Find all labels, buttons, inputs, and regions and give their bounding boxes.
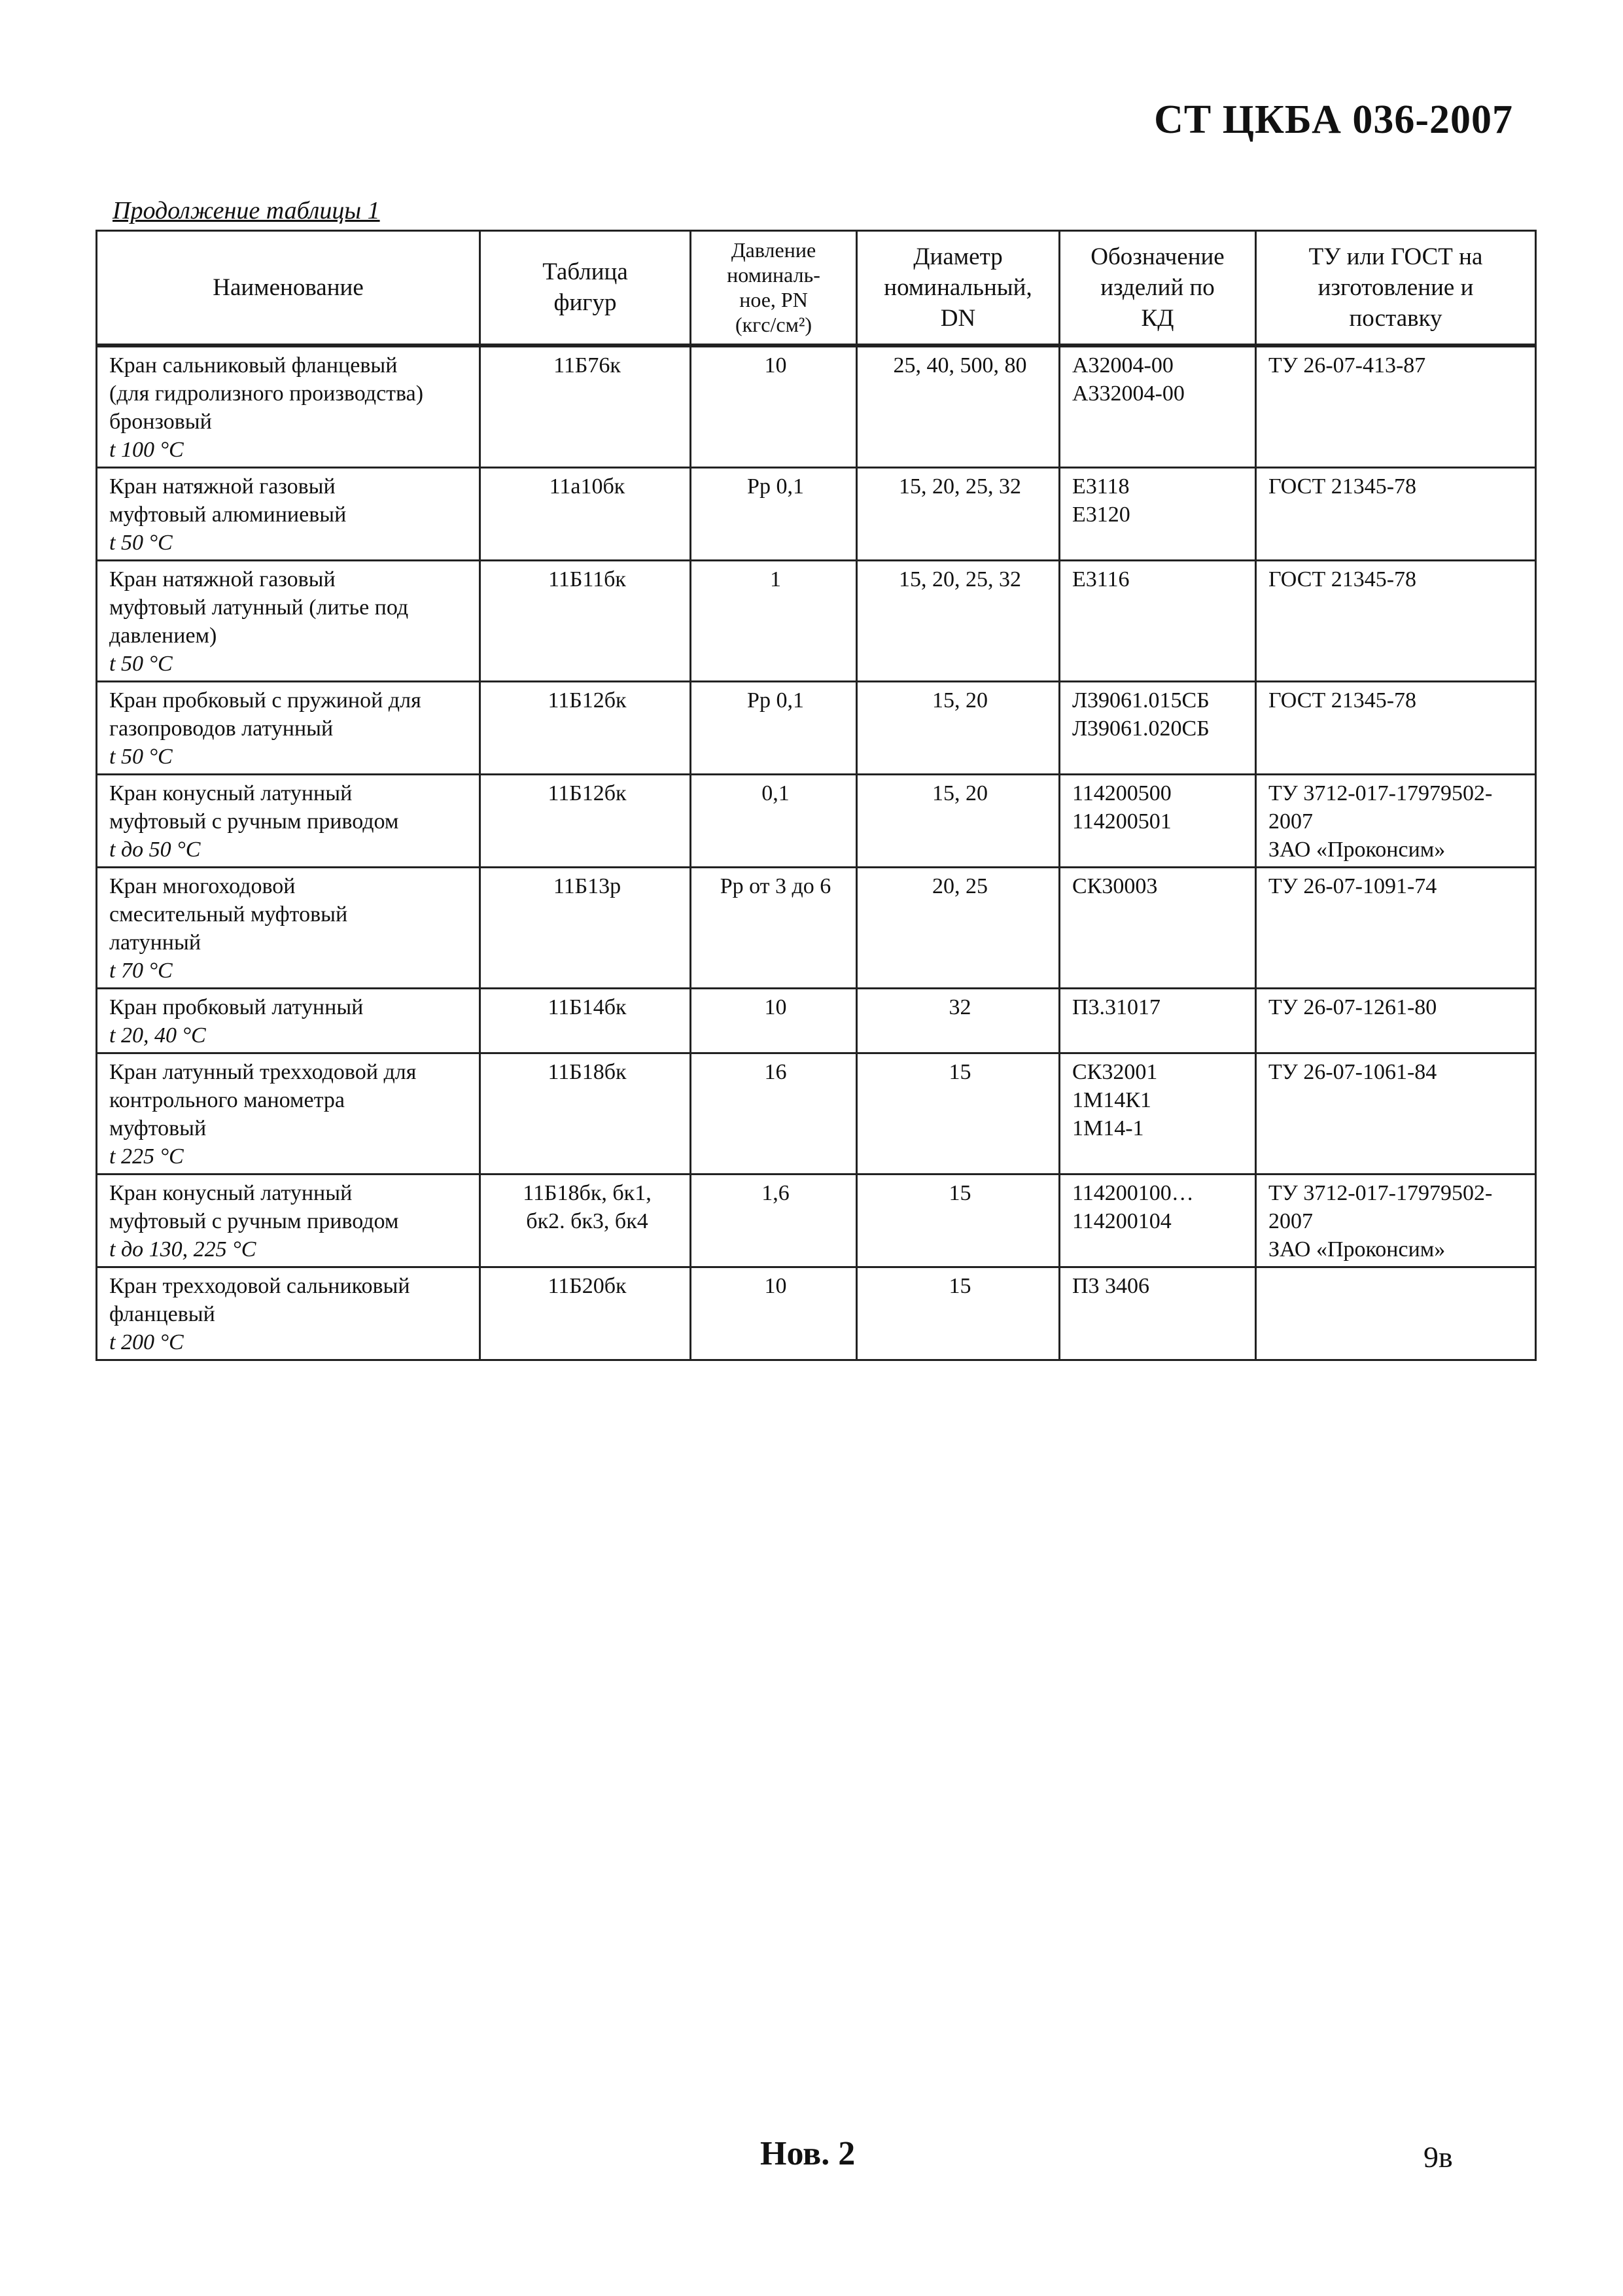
table-row xyxy=(97,1267,1536,1360)
cell-pressure xyxy=(691,345,857,468)
diameter-value: 15 xyxy=(949,1180,971,1205)
name-line: Кран конусный латунный xyxy=(109,781,353,805)
cell-tu-gost xyxy=(1256,560,1536,681)
figure-line: 11Б13р xyxy=(553,874,621,898)
cell-tu-gost xyxy=(1256,345,1536,468)
tu-line: ТУ 26-07-413-87 xyxy=(1268,353,1426,378)
name-line: муфтовый с ручным приводом xyxy=(109,809,399,834)
cell-pressure xyxy=(691,560,857,681)
table-row xyxy=(97,345,1536,468)
cell-figure xyxy=(480,1174,691,1267)
tu-line: ТУ 26-07-1261-80 xyxy=(1268,995,1437,1019)
diameter-value: 15, 20, 25, 32 xyxy=(899,474,1021,499)
cell-designation xyxy=(1060,867,1256,988)
cell-pressure xyxy=(691,681,857,774)
diameter-value: 15, 20 xyxy=(932,781,988,805)
cell-diameter xyxy=(857,988,1060,1053)
header-line: изделий по xyxy=(1100,274,1215,301)
cell-diameter xyxy=(857,681,1060,774)
cell-name xyxy=(97,774,480,867)
designation-line: А32004-00 xyxy=(1072,353,1174,378)
cell-name xyxy=(97,1267,480,1360)
name-line: Кран натяжной газовый xyxy=(109,567,336,592)
temperature-label: t 200 °C xyxy=(109,1330,184,1354)
temperature-label: t до 130, 225 °C xyxy=(109,1237,256,1262)
tu-line: 2007 xyxy=(1268,1209,1313,1233)
table-row xyxy=(97,681,1536,774)
designation-line: А332004-00 xyxy=(1072,381,1185,406)
cell-tu-gost xyxy=(1256,681,1536,774)
cell-designation xyxy=(1060,560,1256,681)
name-line: Кран многоходовой xyxy=(109,874,296,898)
cell-diameter xyxy=(857,1267,1060,1360)
diameter-value: 15, 20 xyxy=(932,688,988,713)
cell-figure xyxy=(480,1267,691,1360)
cell-name xyxy=(97,681,480,774)
cell-designation xyxy=(1060,681,1256,774)
header-line: номинальный, xyxy=(884,274,1032,301)
header-tu-gost xyxy=(1256,231,1536,345)
cell-figure xyxy=(480,681,691,774)
table-row xyxy=(97,467,1536,560)
figure-line: 11Б76к xyxy=(553,353,621,378)
page-footer xyxy=(0,2134,1623,2187)
name-line: муфтовый xyxy=(109,1116,207,1140)
pressure-value: 10 xyxy=(764,995,787,1019)
pressure-value: 1 xyxy=(770,567,781,592)
cell-diameter xyxy=(857,467,1060,560)
table-row xyxy=(97,1174,1536,1267)
cell-pressure xyxy=(691,774,857,867)
cell-tu-gost xyxy=(1256,467,1536,560)
cell-name xyxy=(97,345,480,468)
header-pressure xyxy=(691,231,857,345)
header-line: изготовление и xyxy=(1318,274,1474,301)
cell-diameter xyxy=(857,1053,1060,1174)
name-line: Кран латунный трехходовой для xyxy=(109,1059,417,1084)
cell-tu-gost xyxy=(1256,988,1536,1053)
figure-line: 11Б20бк xyxy=(548,1273,627,1298)
cell-diameter xyxy=(857,560,1060,681)
cell-name xyxy=(97,988,480,1053)
designation-line: П3 3406 xyxy=(1072,1273,1150,1298)
tu-line: ГОСТ 21345-78 xyxy=(1268,567,1417,592)
pressure-value: 10 xyxy=(764,1273,787,1298)
cell-figure xyxy=(480,467,691,560)
designation-line: Е3120 xyxy=(1072,502,1130,527)
designation-line: 1М14-1 xyxy=(1072,1116,1144,1140)
designation-line: 1М14К1 xyxy=(1072,1087,1151,1112)
pressure-value: 16 xyxy=(764,1059,787,1084)
tu-line: ГОСТ 21345-78 xyxy=(1268,474,1417,499)
tu-line: 2007 xyxy=(1268,809,1313,834)
cell-figure xyxy=(480,988,691,1053)
name-line: муфтовый латунный (литье под xyxy=(109,595,409,620)
diameter-value: 15 xyxy=(949,1059,971,1084)
pressure-value: Рр 0,1 xyxy=(747,688,804,713)
name-line: Кран сальниковый фланцевый xyxy=(109,353,398,378)
cell-pressure xyxy=(691,467,857,560)
designation-line: Л39061.015СБ xyxy=(1072,688,1210,713)
header-name: Наименование xyxy=(97,231,480,345)
table-header-row xyxy=(97,231,1536,345)
header-line: (кгс/см²) xyxy=(735,313,812,337)
header-line: ное, PN xyxy=(739,288,808,312)
temperature-label: t до 50 °C xyxy=(109,837,201,862)
name-line: латунный xyxy=(109,930,201,955)
name-line: Кран трехходовой сальниковый xyxy=(109,1273,410,1298)
cell-figure xyxy=(480,345,691,468)
cell-designation xyxy=(1060,467,1256,560)
header-designation xyxy=(1060,231,1256,345)
tu-line: ЗАО «Проконсим» xyxy=(1268,837,1446,862)
name-line: (для гидролизного производства) xyxy=(109,381,424,406)
cell-figure xyxy=(480,1053,691,1174)
name-line: Кран пробковый латунный xyxy=(109,995,364,1019)
cell-name xyxy=(97,1053,480,1174)
cell-pressure xyxy=(691,1053,857,1174)
name-line: фланцевый xyxy=(109,1301,215,1326)
tu-line: ТУ 3712-017-17979502- xyxy=(1268,1180,1493,1205)
temperature-label: t 50 °C xyxy=(109,651,173,676)
diameter-value: 20, 25 xyxy=(932,874,988,898)
revision-label: Нов. 2 xyxy=(760,2135,856,2172)
diameter-value: 32 xyxy=(949,995,971,1019)
tu-line: ГОСТ 21345-78 xyxy=(1268,688,1417,713)
cell-figure xyxy=(480,560,691,681)
designation-line: 114200501 xyxy=(1072,809,1172,834)
figure-line: 11Б12бк xyxy=(548,688,627,713)
tu-line: ТУ 26-07-1091-74 xyxy=(1268,874,1437,898)
cell-tu-gost xyxy=(1256,1174,1536,1267)
designation-line: Е3118 xyxy=(1072,474,1130,499)
figure-line: 11Б11бк xyxy=(548,567,626,592)
name-line: муфтовый алюминиевый xyxy=(109,502,347,527)
tu-line: ЗАО «Проконсим» xyxy=(1268,1237,1446,1262)
figure-line: 11Б14бк xyxy=(548,995,627,1019)
designation-line: П3.31017 xyxy=(1072,995,1161,1019)
cell-tu-gost xyxy=(1256,774,1536,867)
designation-line: СК30003 xyxy=(1072,874,1158,898)
name-line: давлением) xyxy=(109,623,217,648)
cell-diameter xyxy=(857,345,1060,468)
designation-line: 114200500 xyxy=(1072,781,1172,805)
header-line: ТУ или ГОСТ на xyxy=(1308,243,1483,270)
designation-line: Е3116 xyxy=(1072,567,1130,592)
diameter-value: 15 xyxy=(949,1273,971,1298)
cell-diameter xyxy=(857,774,1060,867)
cell-designation xyxy=(1060,988,1256,1053)
cell-name xyxy=(97,560,480,681)
cell-diameter xyxy=(857,867,1060,988)
tu-line: ТУ 3712-017-17979502- xyxy=(1268,781,1493,805)
figure-line: 11Б12бк xyxy=(548,781,627,805)
cell-designation xyxy=(1060,1174,1256,1267)
header-line: Давление xyxy=(731,238,816,262)
header-line: Обозначение xyxy=(1091,243,1225,270)
header-line: Таблица xyxy=(542,258,628,286)
temperature-label: t 70 °C xyxy=(109,958,173,983)
temperature-label: t 50 °C xyxy=(109,530,173,555)
figure-line: бк2. бк3, бк4 xyxy=(526,1209,648,1233)
temperature-label: t 50 °C xyxy=(109,744,173,769)
cell-designation xyxy=(1060,345,1256,468)
table-row xyxy=(97,1053,1536,1174)
designation-line: СК32001 xyxy=(1072,1059,1158,1084)
pressure-value: 1,6 xyxy=(761,1180,790,1205)
temperature-label: t 100 °C xyxy=(109,437,184,462)
header-line: Диаметр xyxy=(913,243,1003,270)
pressure-value: Рр от 3 до 6 xyxy=(720,874,831,898)
pressure-value: Рр 0,1 xyxy=(747,474,804,499)
cell-figure xyxy=(480,774,691,867)
name-line: муфтовый с ручным приводом xyxy=(109,1209,399,1233)
designation-line: Л39061.020СБ xyxy=(1072,716,1210,741)
header-line: DN xyxy=(940,304,976,332)
cell-pressure xyxy=(691,1267,857,1360)
header-diameter xyxy=(857,231,1060,345)
name-line: бронзовый xyxy=(109,409,212,434)
figure-line: 11Б18бк xyxy=(548,1059,627,1084)
name-line: Кран конусный латунный xyxy=(109,1180,353,1205)
cell-diameter xyxy=(857,1174,1060,1267)
figure-line: 11а10бк xyxy=(549,474,625,499)
table-row xyxy=(97,867,1536,988)
table-caption: Продолжение таблицы 1 xyxy=(113,197,380,224)
pressure-value: 0,1 xyxy=(761,781,790,805)
name-line: смесительный муфтовый xyxy=(109,902,348,927)
cell-designation xyxy=(1060,1053,1256,1174)
cell-pressure xyxy=(691,1174,857,1267)
cell-figure xyxy=(480,867,691,988)
table-row xyxy=(97,988,1536,1053)
valve-specification-table xyxy=(96,230,1537,1361)
pressure-value: 10 xyxy=(764,353,787,378)
tu-line: ТУ 26-07-1061-84 xyxy=(1268,1059,1437,1084)
header-figure-table xyxy=(480,231,691,345)
table-row xyxy=(97,774,1536,867)
header-line: КД xyxy=(1141,304,1174,332)
header-line: фигур xyxy=(553,289,617,317)
designation-line: 114200100… xyxy=(1072,1180,1194,1205)
cell-tu-gost xyxy=(1256,867,1536,988)
cell-designation xyxy=(1060,774,1256,867)
cell-name xyxy=(97,867,480,988)
name-line: Кран пробковый с пружиной для xyxy=(109,688,421,713)
page-number: 9в xyxy=(1423,2140,1453,2174)
diameter-value: 25, 40, 500, 80 xyxy=(893,353,1027,378)
cell-pressure xyxy=(691,988,857,1053)
cell-designation xyxy=(1060,1267,1256,1360)
figure-line: 11Б18бк, бк1, xyxy=(523,1180,652,1205)
cell-name xyxy=(97,1174,480,1267)
cell-pressure xyxy=(691,867,857,988)
diameter-value: 15, 20, 25, 32 xyxy=(899,567,1021,592)
document-code: СТ ЦКБА 036-2007 xyxy=(1154,97,1513,142)
temperature-label: t 225 °C xyxy=(109,1144,184,1169)
designation-line: 114200104 xyxy=(1072,1209,1172,1233)
temperature-label: t 20, 40 °C xyxy=(109,1023,206,1048)
table-row xyxy=(97,560,1536,681)
cell-tu-gost xyxy=(1256,1053,1536,1174)
name-line: контрольного манометра xyxy=(109,1087,345,1112)
header-line: номиналь- xyxy=(727,263,820,287)
header-line: поставку xyxy=(1349,304,1442,332)
cell-name xyxy=(97,467,480,560)
name-line: Кран натяжной газовый xyxy=(109,474,336,499)
cell-tu-gost xyxy=(1256,1267,1536,1360)
name-line: газопроводов латунный xyxy=(109,716,334,741)
